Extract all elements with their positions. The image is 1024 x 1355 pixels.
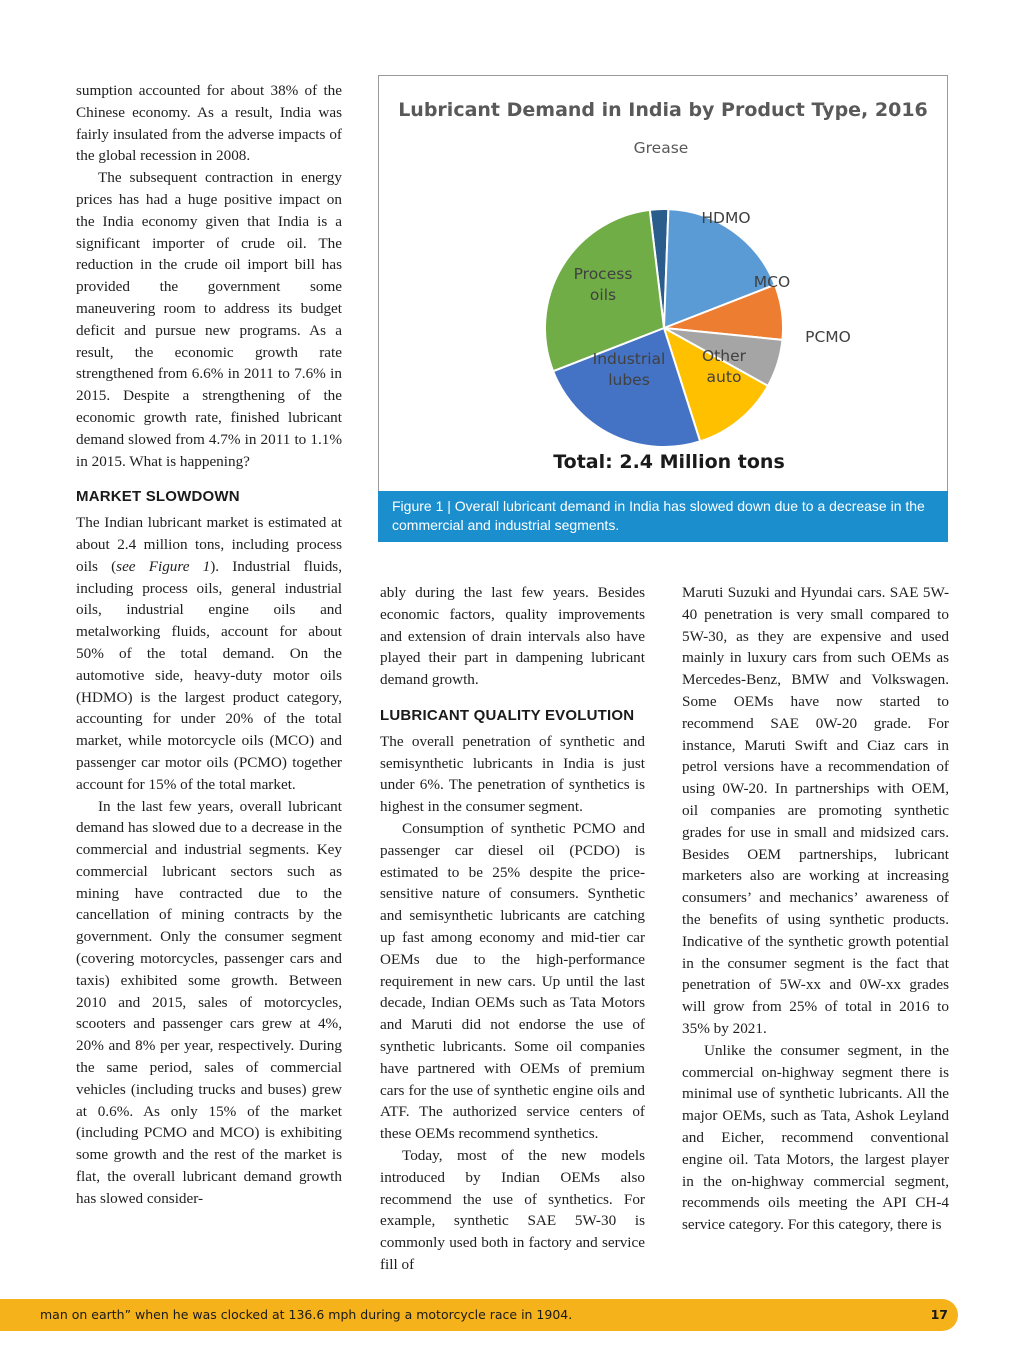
text-column-right (682, 582, 949, 1236)
paragraph: Maruti Suzuki and Hyundai cars. SAE 5W-40 penetration is very small compared to 5W-30, as they are expensive and used mainly in luxury cars from such OEMs as Mercedes-Benz, BMW and Volkswagen. Some OEMs have now started to recommend SAE 0W-20 grade. For instance, Maruti Swift and Ciaz cars in petrol versions have a recommendation of using 0W-20. In partnerships with OEM, oil companies are promoting synthetic grades for use in small and midsized cars. Besides OEM partnerships, lubricant marketers also are working at increasing consumers’ and mechanics’ awareness of the benefits of using synthetic products. Indicative of the synthetic growth potential in the consumer segment is the fact that penetration of 5W-xx and 0W-xx grades will grow from 25% of total in 2016 to 35% by 2021. (682, 584, 949, 1037)
pie-label-industrial-lubes: Industrial lubes (592, 350, 666, 389)
pie-slices (545, 209, 783, 447)
paragraph: The overall penetration of synthetic and semisynthetic lubricants in India is just under 6%. The penetration of synthetics is highest in the consumer segment. (380, 732, 645, 816)
paragraph: Consumption of synthetic PCMO and passenger car diesel oil (PCDO) is estimated to be 25% despite the price-sensitive nature of consumers. Synthetic and semisynthetic lubricants are catching up fast among economy and mid-tier car OEMs due to the high-performance requirement in new cars. Up until the last decade, Indian OEMs such as Tata Motors and Maruti did not endorse the use of synthetic lubricants. Some oil companies have partnered with OEMs of premium cars for the use of synthetic engine oils and ATF. The authorized service centers of these OEMs recommend synthetics. (380, 819, 645, 1143)
footer-bar (0, 1299, 958, 1331)
figure-caption-separator: | (447, 498, 451, 514)
page-number: 17 (930, 1307, 948, 1322)
pie-chart (379, 76, 947, 492)
pie-label-hdmo: HDMO (701, 209, 751, 227)
pie-label-pcmo: PCMO (805, 328, 851, 346)
pie-label-process-oils: Process oils (573, 265, 633, 304)
figure-reference: see Figure 1 (116, 557, 211, 575)
text-column-left (76, 80, 342, 1210)
paragraph: The subsequent contraction in energy prices has had a huge positive impact on the India economy given that India is a significant importer of crude oil. The reduction in the crude oil import bill has provided the government some maneuvering room to address its budget deficit and pursue new programs. As a result, the economic growth rate strengthened from 6.6% in 2011 to 7.6% in 2015. Despite a strengthening of the economic growth rate, finished lubricant demand slowed from 4.7% in 2011 to 1.1% in 2015. What is happening? (76, 169, 342, 470)
footer-text: man on earth” when he was clocked at 136.6 mph during a motorcycle race in 1904. (40, 1307, 573, 1322)
pie-label-mco: MCO (753, 273, 791, 291)
chart-title: Lubricant Demand in India by Product Type, 2016 (398, 99, 928, 121)
figure-caption (378, 491, 948, 542)
section-heading-lubricant-quality: LUBRICANT QUALITY EVOLUTION (380, 706, 635, 724)
section-heading-market-slowdown: MARKET SLOWDOWN (76, 488, 240, 506)
paragraph (76, 512, 342, 795)
paragraph-text: ). Industrial fluids, including process oils, general industrial oils, industrial engine oils and metalworking fluids, account for about 50% of the total demand. On the automotive side, heavy-duty motor oils (HDMO) is the largest product category, accounting for under 20% of the total market, while motorcycle oils (MCO) and passenger car motor oils (PCMO) together account for 15% of the total market. (76, 557, 342, 793)
pie-label-grease: Grease (633, 139, 689, 157)
paragraph: Today, most of the new models introduced by Indian OEMs also recommend the use of synthetics. For example, synthetic SAE 5W-30 is commonly used both in factory and service fill of (380, 1146, 645, 1273)
paragraph: Unlike the consumer segment, in the commercial on-highway segment there is minimal use of synthetic lubricants. All the major OEMs, such as Tata, Ashok Leyland and Eicher, recommend conventional engine oil. Tata Motors, the largest player in the on-highway commercial segment, recommends oils meeting the API CH-4 service category. For this category, there is (682, 1041, 949, 1234)
pie-label-other-auto: Other auto (701, 347, 747, 386)
figure-pie-chart (378, 75, 948, 542)
paragraph-text: The Indian lubricant market is estimated at about 2.4 million tons, including process oils ( (76, 514, 342, 575)
figure-caption-prefix: Figure 1 (392, 498, 444, 514)
paragraph: sumption accounted for about 38% of the Chinese economy. As a result, India was fairly insulated from the adverse impacts of the global recession in 2008. (76, 82, 342, 165)
paragraph: In the last few years, overall lubricant demand has slowed due to a decrease in the commercial and industrial segments. Key commercial lubricant sectors such as mining have contracted due to the cancellation of mining contracts by the government. Only the consumer segment (covering motorcycles, passenger cars and taxis) exhibited some growth. Between 2010 and 2015, sales of motorcycles, scooters and passenger cars grew at 4%, 20% and 8% per year, respectively. During the same period, sales of commercial vehicles (including trucks and buses) grew at 0.6%. As only 15% of the market (including PCMO and MCO) is exhibiting some growth and the rest of the market is flat, the overall lubricant demand growth has slowed consider- (76, 797, 342, 1207)
chart-total-label: Total: 2.4 Million tons (553, 451, 785, 473)
paragraph: ably during the last few years. Besides economic factors, quality improvements and extension of drain intervals also have played their part in dampening lubricant demand growth. (380, 584, 645, 689)
figure-caption-text: Overall lubricant demand in India has slowed down due to a decrease in the commercial and industrial segments. (392, 498, 925, 533)
text-column-middle (380, 582, 645, 1276)
